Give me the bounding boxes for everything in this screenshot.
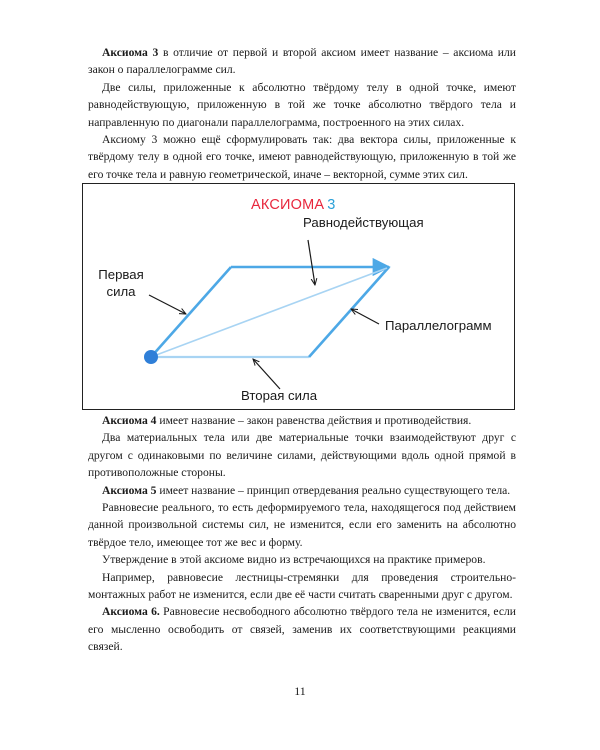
paragraph: Аксиому 3 можно ещё сформулировать так: два вектора силы, приложенные к твёрдому телу в одной его точке, имеют равнодействующую, приложенную в той же его точке тела и равную геометрической, иначе – векторной, сумме этих сил. [88, 133, 516, 181]
paragraph: Утверждение в этой аксиоме видно из встречающихся на практике примеров. [102, 553, 486, 567]
paragraph: Равновесие реального, то есть деформируемого тела, находящегося под действием данной произвольной системы сил, не изменится, если его заменить на абсолютно твёрдое тело, имеющее тот же вес и форму. [88, 501, 516, 549]
label-second-force: Вторая сила [241, 388, 318, 403]
diagram-title: АКСИОМА 3 [251, 197, 336, 213]
paragraph: Два материальных тела или две материальные точки взаимодействуют друг с другом с одинаковыми по величине силами, действующими вдоль одной прямой в противоположные стороны. [88, 431, 516, 480]
first-force-pointer [149, 295, 186, 314]
resultant-pointer [308, 240, 315, 285]
right-side-vector [309, 267, 389, 357]
paragraph-axiom-6: Аксиома 6. Равновесие несвободного абсолютно твёрдого тела не изменится, если его мысленно освободить от связей, заменив их соответствующими реакциями связей. [88, 605, 516, 654]
axiom-3-diagram [82, 183, 515, 410]
parallelogram-pointer [351, 309, 379, 324]
page-number: 11 [294, 684, 306, 698]
paragraph: Например, равновесие лестницы-стремянки для проведения строительно-монтажных работ не изменится, если две её части считать сваренными друг с другом. [88, 570, 516, 602]
paragraph-axiom-3: Аксиома 3 в отличие от первой и второй аксиом имеет название – аксиома или закон о параллелограмме сил. [88, 46, 516, 77]
text-block-bottom [88, 412, 516, 656]
paragraph-axiom-4: Аксиома 4 имеет название – закон равенства действия и противодействия. [102, 414, 472, 427]
second-force-pointer [253, 359, 280, 389]
label-first-force: Первая сила [98, 267, 144, 299]
application-point [144, 350, 158, 364]
parallelogram-svg [83, 184, 516, 411]
first-force-vector [151, 267, 231, 357]
paragraph-axiom-5: Аксиома 5 имеет название – принцип отвердевания реально существующего тела. [102, 483, 511, 497]
label-parallelogram: Параллелограмм [385, 318, 492, 333]
resultant-diagonal [151, 268, 387, 357]
label-resultant: Равнодействующая [303, 215, 424, 230]
paragraph: Две силы, приложенные к абсолютно твёрдому телу в одной точке, имеют равнодействующую, приложенную в той же точке абсолютно твёрдого тела и направленную по диагонали параллелограмма, построенного на этих силах. [88, 80, 516, 129]
text-block-top [88, 44, 516, 183]
